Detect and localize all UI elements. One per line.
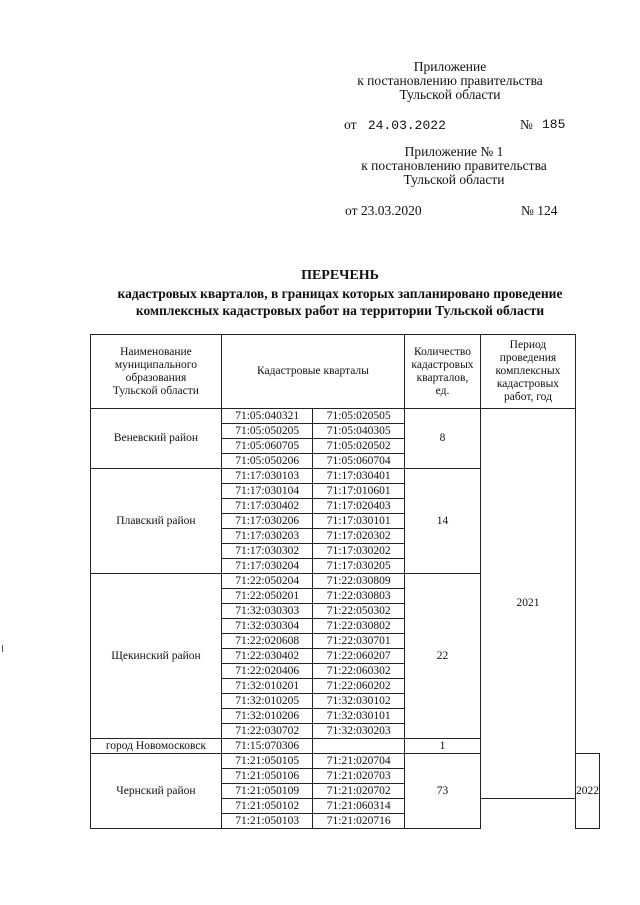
quarter-cell: 71:17:030205 <box>313 559 405 574</box>
decree-number-label: № <box>520 117 533 132</box>
attachment-label: Приложение <box>413 59 487 74</box>
quarter-cell: 71:05:060704 <box>313 454 405 469</box>
municipality-name: Веневский район <box>91 409 222 469</box>
quarter-cell: 71:17:030402 <box>221 499 313 514</box>
quarter-cell: 71:22:030809 <box>313 574 405 589</box>
header-municipality: Наименование муниципального образования Тульской области <box>91 335 222 409</box>
quarter-cell: 71:05:040321 <box>221 409 313 424</box>
quarter-cell: 71:05:040305 <box>313 424 405 439</box>
quarter-cell: 71:21:020716 <box>313 814 405 829</box>
quarter-cell: 71:22:060207 <box>313 649 405 664</box>
quarter-cell: 71:22:030803 <box>313 589 405 604</box>
attachment-header <box>340 60 560 102</box>
quarter-cell: 71:21:020702 <box>313 784 405 799</box>
attachment-region-line: Тульской области <box>399 87 501 102</box>
quarter-cell: 71:17:030302 <box>221 544 313 559</box>
period-cell: 2021 <box>480 409 575 799</box>
header-cadastral-quarters: Кадастровые кварталы <box>221 335 404 409</box>
quarter-cell: 71:05:060705 <box>221 439 313 454</box>
quarter-cell: 71:17:030401 <box>313 469 405 484</box>
quarter-cell: 71:21:060314 <box>313 799 405 814</box>
quarter-cell: 71:22:030702 <box>221 724 313 739</box>
quarter-cell: 71:32:030303 <box>221 604 313 619</box>
quarter-cell: 71:21:050106 <box>221 769 313 784</box>
quarter-cell: 71:22:060302 <box>313 664 405 679</box>
document-subtitle-line2: комплексных кадастровых работ на территории Тульской области <box>135 303 545 318</box>
original-number: № 124 <box>521 203 558 218</box>
original-date: от 23.03.2020 <box>345 203 422 218</box>
quarter-count: 1 <box>405 739 481 754</box>
quarter-cell: 71:32:010201 <box>221 679 313 694</box>
quarter-count: 14 <box>405 469 481 574</box>
appendix-resolution-line: к постановлению правительства <box>361 158 547 173</box>
quarter-cell: 71:22:030701 <box>313 634 405 649</box>
appendix-header <box>340 145 568 187</box>
header-quarter-count: Количество кадастровых кварталов, ед. <box>405 335 481 409</box>
document-title: ПЕРЕЧЕНЬ <box>301 268 379 283</box>
decree-date-row <box>344 117 576 133</box>
quarter-cell: 71:05:020502 <box>313 439 405 454</box>
quarter-cell: 71:22:050204 <box>221 574 313 589</box>
quarter-count: 8 <box>405 409 481 469</box>
original-date-row <box>345 203 577 219</box>
quarter-cell: 71:05:050206 <box>221 454 313 469</box>
quarter-cell: 71:17:010601 <box>313 484 405 499</box>
quarter-cell: 71:15:070306 <box>221 739 313 754</box>
period-cell: 2022 <box>576 754 600 829</box>
quarter-cell: 71:22:050302 <box>313 604 405 619</box>
municipality-name: Плавский район <box>91 469 222 574</box>
quarter-cell: 71:21:050105 <box>221 754 313 769</box>
decree-number: 185 <box>542 117 566 132</box>
cadastral-table <box>90 334 600 829</box>
quarter-cell: 71:22:060202 <box>313 679 405 694</box>
quarter-cell: 71:32:010206 <box>221 709 313 724</box>
decree-from-label: от <box>344 117 357 132</box>
quarter-cell: 71:32:010205 <box>221 694 313 709</box>
quarter-cell: 71:17:020403 <box>313 499 405 514</box>
quarter-cell: 71:05:020505 <box>313 409 405 424</box>
document-subtitle-line1: кадастровых кварталов, в границах которых запланировано проведение <box>117 286 563 301</box>
quarter-cell: 71:05:050205 <box>221 424 313 439</box>
attachment-resolution-line: к постановлению правительства <box>357 73 543 88</box>
quarter-cell: 71:17:030206 <box>221 514 313 529</box>
municipality-name: Чернский район <box>91 754 222 829</box>
quarter-cell: 71:17:030104 <box>221 484 313 499</box>
quarter-cell: 71:22:050201 <box>221 589 313 604</box>
quarter-cell: 71:22:030402 <box>221 649 313 664</box>
quarter-cell: 71:17:030203 <box>221 529 313 544</box>
quarter-cell: 71:17:030101 <box>313 514 405 529</box>
quarter-cell: 71:22:020406 <box>221 664 313 679</box>
quarter-cell: 71:32:030203 <box>313 724 405 739</box>
header-work-period: Период проведения комплексных кадастровых работ, год <box>480 335 575 409</box>
decree-date: 24.03.2022 <box>367 118 446 133</box>
quarter-cell: 71:32:030304 <box>221 619 313 634</box>
quarter-cell: 71:17:030202 <box>313 544 405 559</box>
appendix-label: Приложение № 1 <box>404 144 504 159</box>
quarter-cell: 71:17:030103 <box>221 469 313 484</box>
quarter-cell: 71:17:030204 <box>221 559 313 574</box>
quarter-cell: 71:21:050102 <box>221 799 313 814</box>
municipality-name: Щекинский район <box>91 574 222 739</box>
quarter-cell: 71:17:020302 <box>313 529 405 544</box>
scan-mark <box>2 645 3 652</box>
quarter-count: 73 <box>405 754 481 829</box>
quarter-cell: 71:32:030102 <box>313 694 405 709</box>
quarter-cell: 71:32:030101 <box>313 709 405 724</box>
quarter-cell: 71:22:030802 <box>313 619 405 634</box>
quarter-cell: 71:22:020608 <box>221 634 313 649</box>
appendix-region-line: Тульской области <box>403 172 505 187</box>
quarter-count: 22 <box>405 574 481 739</box>
quarter-cell: 71:21:050103 <box>221 814 313 829</box>
quarter-cell: 71:21:020704 <box>313 754 405 769</box>
quarter-cell: 71:21:050109 <box>221 784 313 799</box>
quarter-cell: 71:21:020703 <box>313 769 405 784</box>
municipality-name: город Новомосковск <box>91 739 222 754</box>
quarter-cell <box>313 739 405 754</box>
